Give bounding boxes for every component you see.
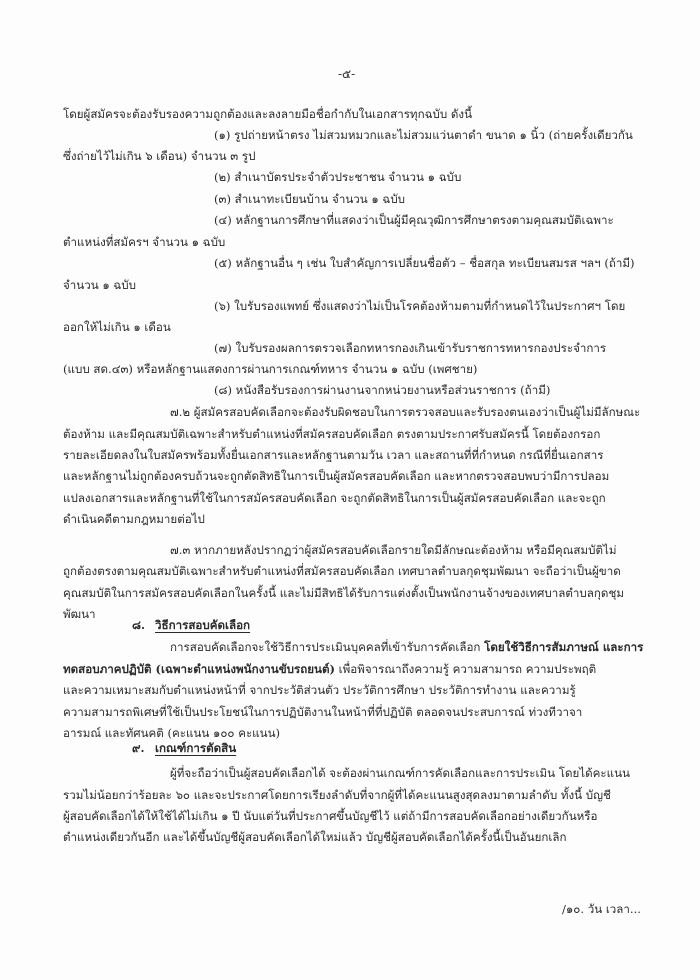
doc-line: ๗.๓ หากภายหลังปรากฏว่าผู้สมัครสอบคัดเลือกรายใดมีลักษณะต้องห้าม หรือมีคุณสมบัติไม่ — [170, 543, 617, 557]
continuation-marker: /๑๐. วัน เวลา... — [562, 902, 641, 916]
doc-line: พัฒนา — [63, 607, 96, 621]
doc-line: (๒) สำเนาบัตรประจำตัวประชาชน จำนวน ๑ ฉบับ — [214, 170, 462, 184]
doc-line: รายละเอียดลงในใบสมัครพร้อมทั้งยื่นเอกสารและหลักฐานตามวัน เวลา และสถานที่ที่กำหนด กรณีที่ยื่นเอกสาร — [63, 448, 604, 462]
doc-line: จำนวน ๑ ฉบับ — [63, 278, 137, 292]
doc-line: และความเหมาะสมกับตำแหน่งหน้าที่ จากประวัติส่วนตัว ประวัติการศึกษา ประวัติการทำงาน และความรู้ — [63, 683, 576, 697]
doc-line: ผู้ที่จะถือว่าเป็นผู้สอบคัดเลือกได้ จะต้องผ่านเกณฑ์การคัดเลือกและการประเมิน โดยได้คะแนน — [170, 766, 630, 780]
section-9-heading: เกณฑ์การตัดสิน — [155, 741, 237, 755]
doc-line: ผู้สอบคัดเลือกได้ให้ใช้ได้ไม่เกิน ๑ ปี นับแต่วันที่ประกาศขึ้นบัญชีไว้ แต่ถ้ามีการสอบคัดเลือกอย่างเดียวกันหรือ — [63, 809, 598, 823]
section-8-heading: วิธีการสอบคัดเลือก — [155, 618, 251, 632]
section-8-number: ๘. — [132, 618, 145, 632]
doc-line: (๓) สำเนาทะเบียนบ้าน จำนวน ๑ ฉบับ — [214, 192, 406, 206]
doc-line: โดยผู้สมัครจะต้องรับรองความถูกต้องและลงลายมือชื่อกำกับในเอกสารทุกฉบับ ดังนี้ — [63, 107, 473, 121]
doc-line: (๖) ใบรับรองแพทย์ ซึ่งแสดงว่าไม่เป็นโรคต้องห้ามตามที่กำหนดไว้ในประกาศฯ โดย — [214, 299, 626, 313]
doc-line: รวมไม่น้อยกว่าร้อยละ ๖๐ และจะประกาศโดยการเรียงลำดับที่จากผู้ที่ได้คะแนนสูงสุดลงมาตามลำดับ ทั้งนี้ บัญชี — [63, 788, 611, 802]
doc-line: ตำแหน่งเดียวกันอีก และได้ขึ้นบัญชีผู้สอบคัดเลือกได้ใหม่แล้ว บัญชีผู้สอบคัดเลือกได้ครั้งนี้เป็นอันยกเลิก — [63, 830, 567, 844]
doc-line: ออกให้ไม่เกิน ๑ เดือน — [63, 320, 171, 334]
doc-line: ถูกต้องตรงตามคุณสมบัติเฉพาะสำหรับตำแหน่งที่สมัครสอบคัดเลือก เทศบาลตำบลกุดชุมพัฒนา จะถือว่าเป็นผู้ขาด — [63, 564, 621, 578]
doc-text: การสอบคัดเลือกจะใช้วิธีการประเมินบุคคลที่เข้ารับการคัดเลือก — [170, 640, 485, 654]
doc-line: (แบบ สด.๔๓) หรือหลักฐานแสดงการผ่านการเกณฑ์ทหาร จำนวน ๑ ฉบับ (เพศชาย) — [63, 362, 478, 376]
doc-line: (๔) หลักฐานการศึกษาที่แสดงว่าเป็นผู้มีคุณวุฒิการศึกษาตรงตามคุณสมบัติเฉพาะ — [214, 213, 614, 227]
doc-line: ต้องห้าม และมีคุณสมบัติเฉพาะสำหรับตำแหน่งที่สมัครสอบคัดเลือก ตรงตามประกาศรับสมัครนี้ โดยต้องกรอก — [63, 427, 601, 441]
doc-text-bold: ทดสอบภาคปฏิบัติ (เฉพาะตำแหน่งพนักงานขับรถยนต์) — [63, 662, 335, 676]
doc-text-bold: โดยใช้วิธีการสัมภาษณ์ และการ — [484, 640, 644, 654]
doc-line: ความสามารถพิเศษที่ใช้เป็นประโยชน์ในการปฏิบัติงานในหน้าที่ที่ปฏิบัติ ตลอดจนประสบการณ์ ท่วงทีวาจา — [63, 705, 583, 719]
page-number: -๕- — [338, 67, 356, 81]
doc-line — [63, 664, 596, 676]
doc-line: อารมณ์ และทัศนคติ (คะแนน ๑๐๐ คะแนน) — [63, 726, 281, 740]
doc-line: ดำเนินคดีตามกฎหมายต่อไป — [63, 512, 205, 526]
section-9-number: ๙. — [132, 741, 145, 755]
doc-line: (๘) หนังสือรับรองการผ่านงานจากหน่วยงานหรือส่วนราชการ (ถ้ามี) — [214, 383, 551, 397]
doc-line: และหลักฐานไม่ถูกต้องครบถ้วนจะถูกตัดสิทธิในการเป็นผู้สมัครสอบคัดเลือก และหากตรวจสอบพบว่ามีการปลอม — [63, 469, 610, 483]
doc-line: ซึ่งถ่ายไว้ไม่เกิน ๖ เดือน) จำนวน ๓ รูป — [63, 149, 256, 163]
doc-line — [170, 642, 643, 654]
doc-line: ตำแหน่งที่สมัครฯ จำนวน ๑ ฉบับ — [63, 235, 226, 249]
doc-line: (๗) ใบรับรองผลการตรวจเลือกทหารกองเกินเข้ารับราชการทหารกองประจำการ — [214, 341, 607, 355]
doc-line: คุณสมบัติในการสมัครสอบคัดเลือกในครั้งนี้ และไม่มีสิทธิได้รับการแต่งตั้งเป็นพนักงานจ้างของเทศบาลตำบลกุดชุม — [63, 586, 624, 600]
doc-line: (๕) หลักฐานอื่น ๆ เช่น ใบสำคัญการเปลี่ยนชื่อตัว – ชื่อสกุล ทะเบียนสมรส ฯลฯ (ถ้ามี) — [214, 256, 635, 270]
doc-line: ๗.๒ ผู้สมัครสอบคัดเลือกจะต้องรับผิดชอบในการตรวจสอบและรับรองตนเองว่าเป็นผู้ไม่มีลักษณะ — [170, 405, 641, 419]
doc-line: แปลงเอกสารและหลักฐานที่ใช้ในการสมัครสอบคัดเลือก จะถูกตัดสิทธิในการเป็นผู้สมัครสอบคัดเลือก และจะถูก — [63, 491, 606, 505]
doc-line: (๑) รูปถ่ายหน้าตรง ไม่สวมหมวกและไม่สวมแว่นตาดำ ขนาด ๑ นิ้ว (ถ่ายครั้งเดียวกัน — [214, 128, 633, 142]
doc-text: เพื่อพิจารณาถึงความรู้ ความสามารถ ความประพฤติ — [334, 662, 597, 676]
